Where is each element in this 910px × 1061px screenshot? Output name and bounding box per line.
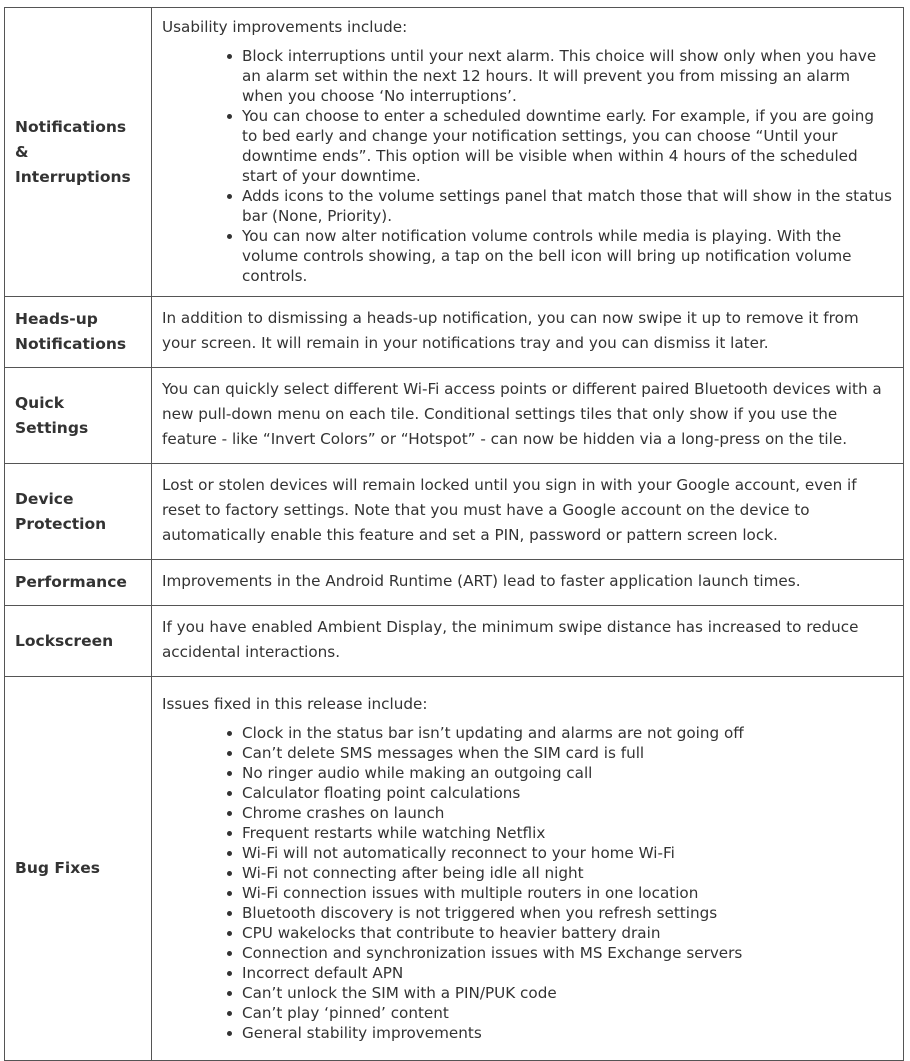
list-item: Frequent restarts while watching Netflix [242,823,893,843]
row-quick-settings [5,368,904,464]
improvements-list [162,46,893,286]
row-device-protection [5,464,904,560]
list-item: Wi-Fi will not automatically reconnect to your home Wi-Fi [242,843,893,863]
row-bug-fixes [5,677,904,1061]
feature-description: In addition to dismissing a heads-up notification, you can now swipe it up to remove it from your screen. It will remain in your notifications tray and you can dismiss it later. [152,297,904,368]
list-item: You can choose to enter a scheduled downtime early. For example, if you are going to bed early and change your notification settings, you can choose “Until your downtime ends”. This option will be visible when within 4 hours of the scheduled start of your downtime. [242,106,893,186]
list-item: Chrome crashes on launch [242,803,893,823]
feature-description: If you have enabled Ambient Display, the minimum swipe distance has increased to reduce accidental interactions. [152,606,904,677]
list-item: Adds icons to the volume settings panel that match those that will show in the status bar (None, Priority). [242,187,892,225]
list-item: Clock in the status bar isn’t updating and alarms are not going off [242,723,893,743]
list-item: Can’t play ‘pinned’ content [242,1003,893,1023]
feature-name: Quick Settings [5,368,152,464]
list-item: No ringer audio while making an outgoing call [242,763,893,783]
list-item: Can’t delete SMS messages when the SIM card is full [242,743,893,763]
feature-name: Heads-up Notifications [5,297,152,368]
list-item: Connection and synchronization issues with MS Exchange servers [242,943,893,963]
feature-description [152,677,904,1061]
feature-description [152,8,904,297]
list-item: Incorrect default APN [242,963,893,983]
release-notes-table [4,7,904,1061]
feature-description: Lost or stolen devices will remain locked until you sign in with your Google account, even if reset to factory settings. Note that you must have a Google account on the device to automatically enable this feature and set a PIN, password or pattern screen lock. [152,464,904,560]
feature-name: Device Protection [5,464,152,560]
feature-name: Notifications & Interruptions [5,8,152,297]
list-item: General stability improvements [242,1023,893,1043]
feature-name: Lockscreen [5,606,152,677]
feature-name: Performance [5,560,152,606]
list-item: CPU wakelocks that contribute to heavier battery drain [242,923,893,943]
list-item: You can now alter notification volume controls while media is playing. With the volume controls showing, a tap on the bell icon will bring up notification volume controls. [242,226,893,286]
list-item: Calculator floating point calculations [242,783,893,803]
row-lockscreen [5,606,904,677]
row-headsup [5,297,904,368]
feature-description: You can quickly select different Wi-Fi access points or different paired Bluetooth devices with a new pull-down menu on each tile. Conditional settings tiles that only show if you use the feature - like “Invert Colors” or “Hotspot” - can now be hidden via a long-press on the tile. [152,368,904,464]
fixes-list [162,723,893,1043]
list-item: Can’t unlock the SIM with a PIN/PUK code [242,983,893,1003]
row-notifications [5,8,904,297]
list-item: Block interruptions until your next alarm. This choice will show only when you have an alarm set within the next 12 hours. It will prevent you from missing an alarm when you choose ‘No interruptions’. [242,46,893,106]
description-intro: Usability improvements include: [162,18,408,36]
row-performance [5,560,904,606]
description-intro: Issues fixed in this release include: [162,695,428,713]
list-item: Wi-Fi not connecting after being idle all night [242,863,893,883]
list-item: Bluetooth discovery is not triggered when you refresh settings [242,903,893,923]
feature-description: Improvements in the Android Runtime (ART) lead to faster application launch times. [152,560,904,606]
feature-name: Bug Fixes [5,677,152,1061]
list-item: Wi-Fi connection issues with multiple routers in one location [242,883,893,903]
